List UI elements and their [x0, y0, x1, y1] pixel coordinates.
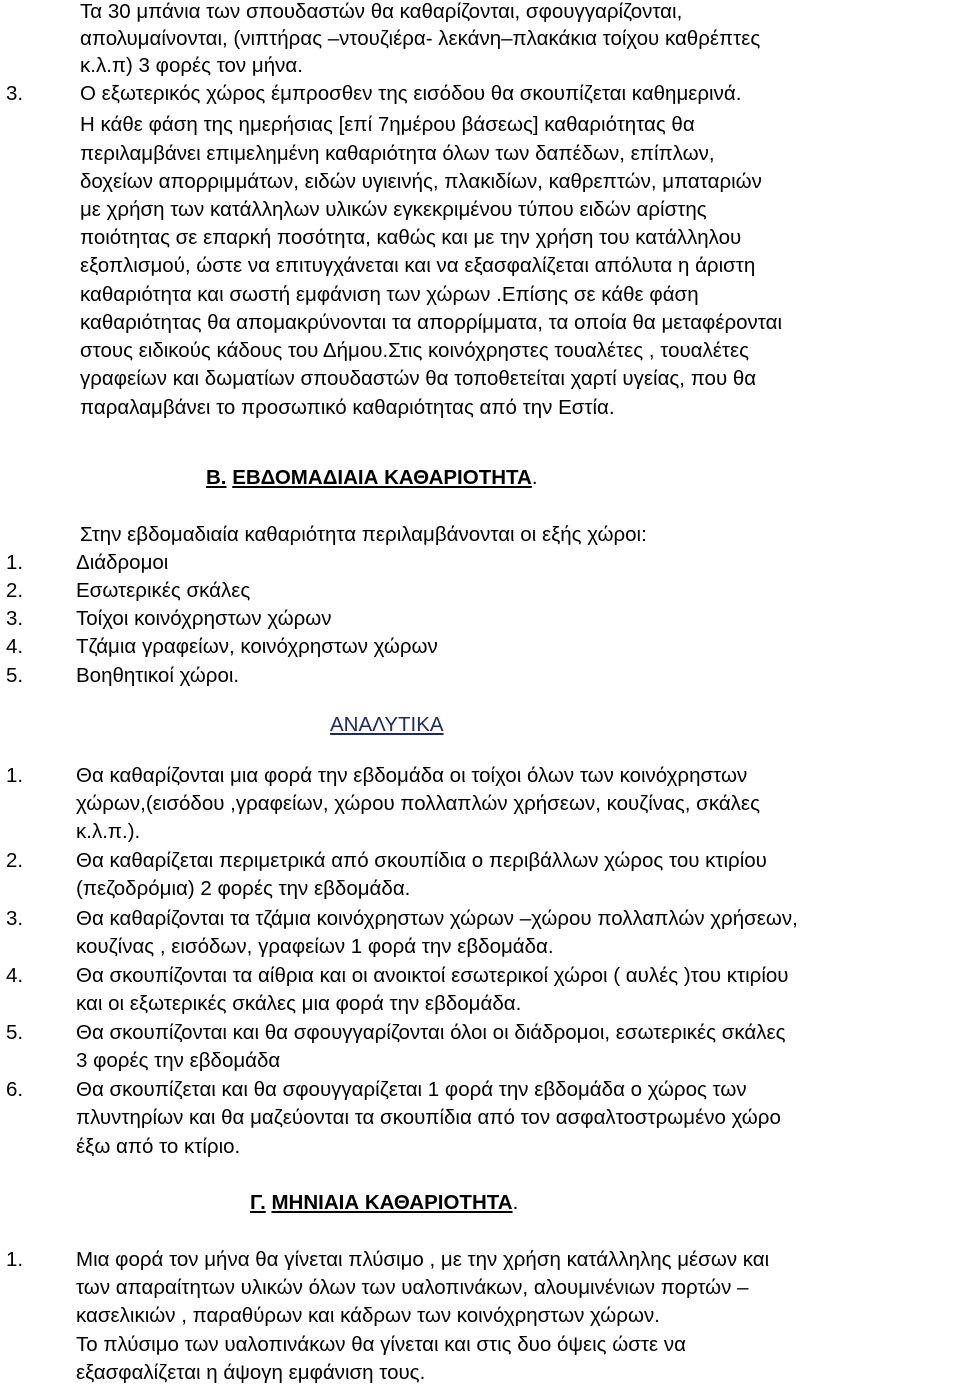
daily-line-7: καθαριότητα και σωστή εμφάνιση των χώρων .Επίσης σε κάθε φάση [80, 283, 699, 306]
detail-line: 3 φορές την εβδομάδα [76, 1049, 281, 1072]
weekly-list-number: 1. [6, 551, 24, 574]
section-b-title: ΕΒΔΟΜΑΔΙΑΙΑ ΚΑΘΑΡΙΟΤΗΤΑ [232, 466, 532, 489]
weekly-list-item: Τοίχοι κοινόχρηστων χώρων [76, 607, 332, 630]
weekly-intro: Στην εβδομαδιαία καθαριότητα περιλαμβάνονται οι εξής χώροι: [80, 523, 647, 546]
weekly-list-number: 3. [6, 607, 24, 630]
section-b-suffix: . [531, 466, 538, 489]
detail-number: 5. [6, 1021, 24, 1044]
item-3-text: Ο εξωτερικός χώρος έμπροσθεν της εισόδου θα σκουπίζεται καθημερινά. [80, 82, 742, 105]
section-c-suffix: . [512, 1191, 519, 1214]
detail-line: Θα σκουπίζονται και θα σφουγγαρίζονται όλοι οι διάδρομοι, εσωτερικές σκάλες [76, 1021, 786, 1044]
section-b-heading [206, 464, 538, 492]
section-c-title: ΜΗΝΙΑΙΑ ΚΑΘΑΡΙΟΤΗΤΑ [271, 1191, 513, 1214]
detail-line: Θα σκουπίζεται και θα σφουγγαρίζεται 1 φορά την εβδομάδα ο χώρος των [76, 1078, 747, 1101]
detail-line: Θα σκουπίζονται τα αίθρια και οι ανοικτοί εσωτερικοί χώροι ( αυλές )του κτιρίου [76, 964, 789, 987]
item-3-number: 3. [6, 82, 24, 105]
detail-line: και οι εξωτερικές σκάλες μια φορά την εβδομάδα. [76, 992, 522, 1015]
daily-line-1: Η κάθε φάση της ημερήσιας [επί 7ημέρου βάσεως] καθαριότητας θα [80, 113, 695, 136]
detail-number: 4. [6, 964, 24, 987]
monthly-line: εξασφαλίζεται η άψογη εμφάνιση τους. [76, 1361, 426, 1384]
daily-line-11: παραλαμβάνει το προσωπικό καθαριότητας από την Εστία. [80, 396, 615, 419]
detail-number: 3. [6, 907, 24, 930]
continuation-line-3: κ.λ.π) 3 φορές τον μήνα. [80, 54, 303, 77]
section-c-prefix: Γ. [250, 1191, 266, 1214]
detail-line: κ.λ.π.). [76, 820, 141, 843]
monthly-line: Το πλύσιμο των υαλοπινάκων θα γίνεται και στις δυο όψεις ώστε να [76, 1333, 686, 1356]
weekly-list-number: 2. [6, 579, 24, 602]
detail-line: χώρων,(εισόδου ,γραφείων, χώρου πολλαπλών χρήσεων, κουζίνας, σκάλες [76, 792, 760, 815]
weekly-list-number: 5. [6, 664, 24, 687]
weekly-list-item: Εσωτερικές σκάλες [76, 579, 251, 602]
detail-line: έξω από το κτίριο. [76, 1135, 241, 1158]
daily-line-6: εξοπλισμού, ώστε να επιτυγχάνεται και να εξασφαλίζεται απόλυτα η άριστη [80, 254, 756, 277]
monthly-line: των απαραίτητων υλικών όλων των υαλοπινάκων, αλουμινένιων πορτών – [76, 1276, 749, 1299]
detail-line: Θα καθαρίζονται τα τζάμια κοινόχρηστων χώρων –χώρου πολλαπλών χρήσεων, [76, 907, 798, 930]
monthly-line: κασελικιών , παραθύρων και κάδρων των κοινόχρηστων χώρων. [76, 1304, 660, 1327]
daily-line-8: καθαριότητας θα απομακρύνονται τα απορρίμματα, τα οποία θα μεταφέρονται [80, 311, 783, 334]
details-title: ΑΝΑΛΥΤΙΚΑ [330, 713, 444, 736]
detail-number: 2. [6, 849, 24, 872]
monthly-line: Μια φορά τον μήνα θα γίνεται πλύσιμο , με την χρήση κατάλληλης μέσων και [76, 1248, 770, 1271]
continuation-line-2: απολυμαίνονται, (νιπτήρας –ντουζιέρα- λεκάνη–πλακάκια τοίχου καθρέπτες [80, 27, 761, 50]
section-c-heading [250, 1189, 518, 1217]
detail-line: (πεζοδρόμια) 2 φορές την εβδομάδα. [76, 877, 411, 900]
daily-line-9: στους ειδικούς κάδους του Δήμου.Στις κοινόχρηστες τουαλέτες , τουαλέτες [80, 339, 750, 362]
weekly-list-number: 4. [6, 635, 24, 658]
detail-line: Θα καθαρίζονται μια φορά την εβδομάδα οι τοίχοι όλων των κοινόχρηστων [76, 764, 748, 787]
detail-number: 6. [6, 1078, 24, 1101]
continuation-line-1: Τα 30 μπάνια των σπουδαστών θα καθαρίζονται, σφουγγαρίζονται, [80, 0, 683, 23]
daily-line-4: με χρήση των κατάλληλων υλικών εγκεκριμένου τύπου ειδών αρίστης [80, 198, 707, 221]
monthly-number: 1. [6, 1248, 24, 1271]
daily-line-2: περιλαμβάνει επιμελημένη καθαριότητα όλων των δαπέδων, επίπλων, [80, 142, 715, 165]
section-b-prefix: Β. [206, 466, 227, 489]
weekly-list-item: Διάδρομοι [76, 551, 169, 574]
daily-line-3: δοχείων απορριμμάτων, ειδών υγιεινής, πλακιδίων, καθρεπτών, μπαταριών [80, 170, 762, 193]
detail-line: πλυντηρίων και θα μαζεύονται τα σκουπίδια από τον ασφαλτοστρωμένο χώρο [76, 1106, 781, 1129]
detail-number: 1. [6, 764, 24, 787]
detail-line: κουζίνας , εισόδων, γραφείων 1 φορά την εβδομάδα. [76, 935, 554, 958]
daily-line-5: ποιότητας σε επαρκή ποσότητα, καθώς και με την χρήση του κατάλληλου [80, 226, 742, 249]
weekly-list-item: Βοηθητικοί χώροι. [76, 664, 240, 687]
detail-line: Θα καθαρίζεται περιμετρικά από σκουπίδια ο περιβάλλων χώρος του κτιρίου [76, 849, 767, 872]
weekly-list-item: Τζάμια γραφείων, κοινόχρηστων χώρων [76, 635, 438, 658]
daily-line-10: γραφείων και δωματίων σπουδαστών θα τοποθετείται χαρτί υγείας, που θα [80, 367, 757, 390]
